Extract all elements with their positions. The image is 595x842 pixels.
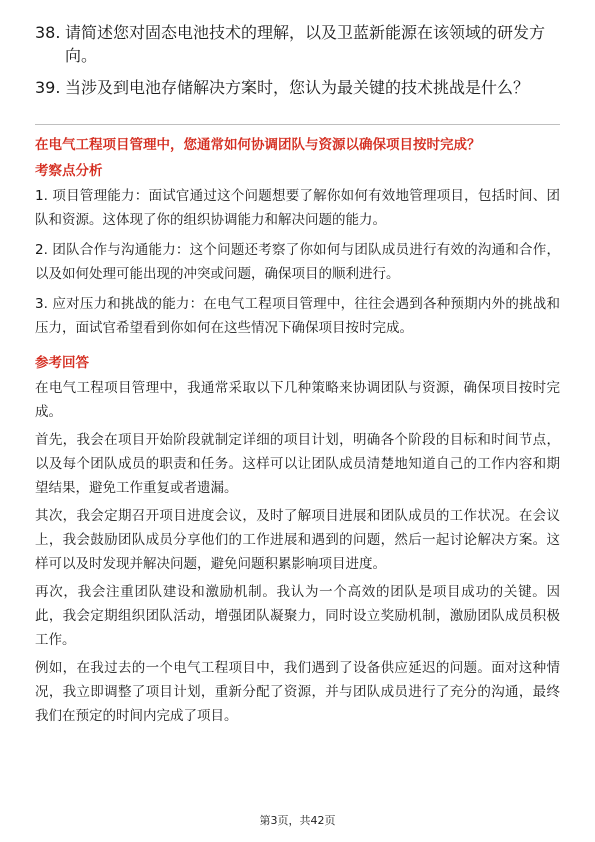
list-item [35,77,560,100]
page-footer: 第3页，共42页 [259,814,336,827]
question-block [35,134,560,732]
reference-paragraph: 例如，在我过去的一个电气工程项目中，我们遇到了设备供应延迟的问题。面对这种情况，我立即调整了项目计划，重新分配了资源，并与团队成员进行了充分的沟通，最终我们在预定的时间内完成了项目。 [35,660,560,724]
reference-paragraph: 再次，我会注重团队建设和激励机制。我认为一个高效的团队是项目成功的关键。因此，我会定期组织团队活动，增强团队凝聚力，同时设立奖励机制，激励团队成员积极工作。 [35,584,560,648]
section-divider [35,124,560,125]
assessment-title: 考察点分析 [35,163,103,179]
reference-paragraph: 其次，我会定期召开项目进度会议，及时了解项目进展和团队成员的工作状况。在会议上，我会鼓励团队成员分享他们的工作进展和遇到的问题，然后一起讨论解决方案。这样可以及时发现并解决问题，避免问题积累影响项目进度。 [35,508,560,572]
assessment-point: 1. 项目管理能力：面试官通过这个问题想要了解你如何有效地管理项目，包括时间、团队和资源。这体现了你的组织协调能力和解决问题的能力。 [35,188,560,228]
list-item-number: 39. [35,78,61,97]
reference-title: 参考回答 [35,355,89,371]
assessment-point: 2. 团队合作与沟通能力：这个问题还考察了你如何与团队成员进行有效的沟通和合作，以及如何处理可能出现的冲突或问题，确保项目的顺利进行。 [35,242,560,282]
list-item-text: 请简述您对固态电池技术的理解，以及卫蓝新能源在该领域的研发方向。 [65,23,546,65]
list-item [35,22,560,67]
list-item-text: 当涉及到电池存储解决方案时，您认为最关键的技术挑战是什么？ [65,78,530,97]
list-item-number: 38. [35,23,61,42]
reference-paragraph: 首先，我会在项目开始阶段就制定详细的项目计划，明确各个阶段的目标和时间节点，以及每个团队成员的职责和任务。这样可以让团队成员清楚地知道自己的工作内容和期望结果，避免工作重复或者遗漏。 [35,432,560,496]
assessment-point: 3. 应对压力和挑战的能力：在电气工程项目管理中，往往会遇到各种预期内外的挑战和压力，面试官希望看到你如何在这些情况下确保项目按时完成。 [35,296,560,336]
reference-paragraph: 在电气工程项目管理中，我通常采取以下几种策略来协调团队与资源，确保项目按时完成。 [35,380,560,420]
question-heading: 在电气工程项目管理中，您通常如何协调团队与资源以确保项目按时完成？ [35,137,481,153]
question-list [35,22,560,110]
